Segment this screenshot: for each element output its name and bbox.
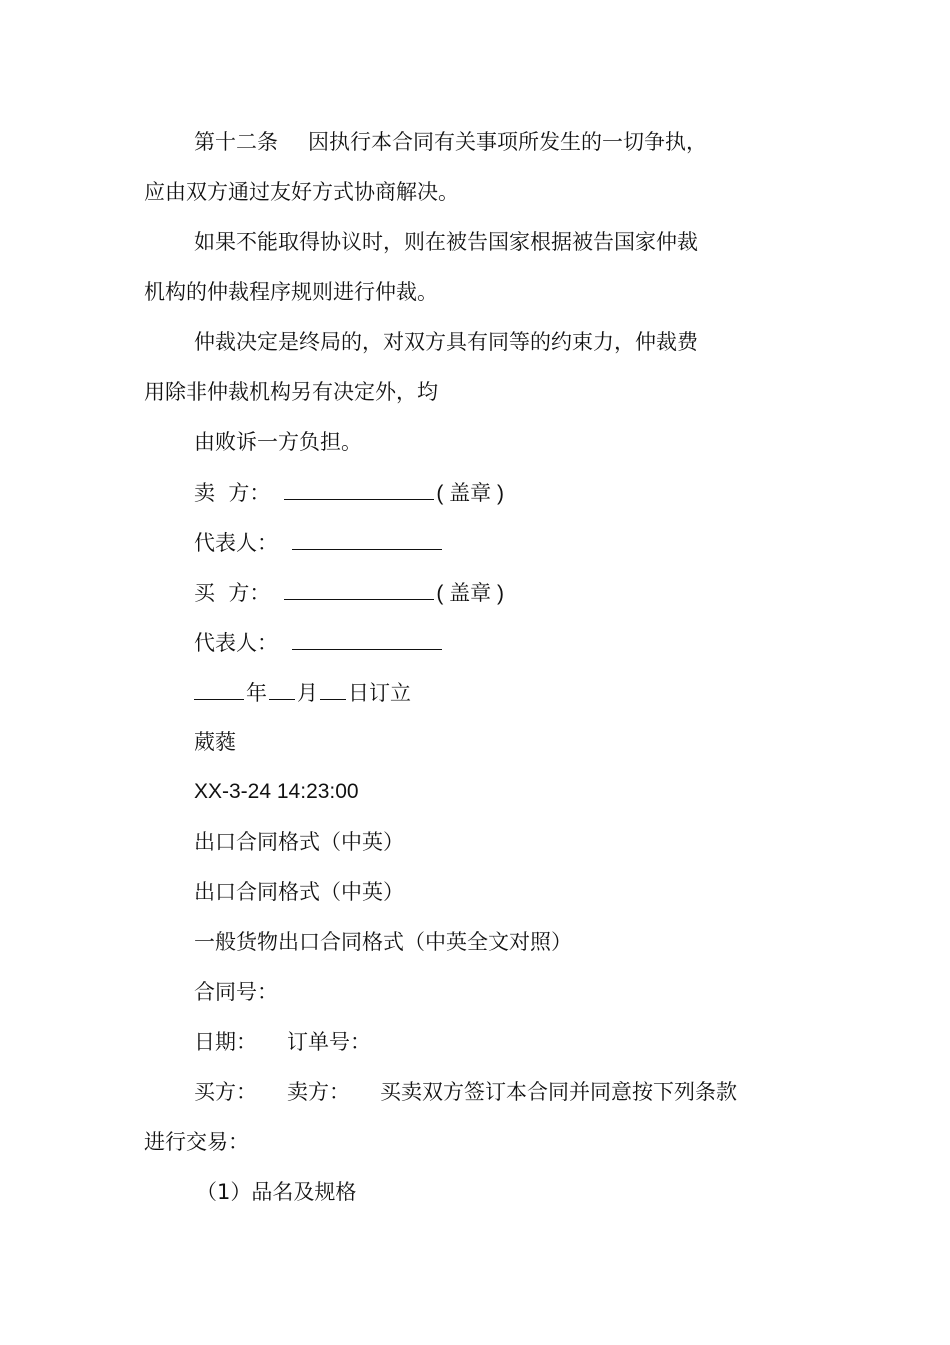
month-blank bbox=[269, 677, 295, 700]
buyer-blank bbox=[284, 577, 434, 600]
final-line-1: 仲裁决定是终局的，对双方具有同等的约束力，仲裁费 bbox=[194, 330, 698, 354]
article-12-line-2: 应由双方通过友好方式协商解决。 bbox=[144, 180, 459, 204]
year-blank bbox=[194, 677, 244, 700]
parties-line bbox=[194, 1077, 950, 1107]
seller-rep-line bbox=[194, 527, 950, 557]
seller-seal: ( 盖章 ) bbox=[436, 482, 505, 505]
date-label: 日期： bbox=[194, 1030, 257, 1054]
arbitration-line-2: 机构的仲裁程序规则进行仲裁。 bbox=[144, 280, 438, 304]
signing-date-line bbox=[194, 677, 950, 707]
article-label: 第十二条 bbox=[194, 130, 278, 154]
title-2: 出口合同格式（中英） bbox=[194, 880, 404, 904]
buyer-label: 买 方： bbox=[194, 581, 271, 605]
contract-number-label: 合同号： bbox=[194, 980, 278, 1004]
article-12-line-1 bbox=[194, 127, 950, 157]
seller-signature-line bbox=[194, 477, 950, 507]
day-blank bbox=[320, 677, 346, 700]
agreement-continued: 进行交易： bbox=[144, 1130, 249, 1154]
seller-rep-blank bbox=[292, 527, 442, 550]
title-3: 一般货物出口合同格式（中英全文对照） bbox=[194, 930, 572, 954]
order-label: 订单号： bbox=[287, 1030, 371, 1054]
article-text: 因执行本合同有关事项所发生的一切争执， bbox=[308, 130, 707, 154]
buyer-rep-line bbox=[194, 627, 950, 657]
arbitration-line-1: 如果不能取得协议时，则在被告国家根据被告国家仲裁 bbox=[194, 230, 698, 254]
seller-rep-label: 代表人： bbox=[194, 531, 278, 555]
seller-label: 卖 方： bbox=[194, 481, 271, 505]
buyer-seal: ( 盖章 ) bbox=[436, 582, 505, 605]
final-line-2: 用除非仲裁机构另有决定外，均 bbox=[144, 380, 438, 404]
seller-blank bbox=[284, 477, 434, 500]
buyer-party-label: 买方： bbox=[194, 1080, 257, 1104]
final-line-3: 由败诉一方负担。 bbox=[194, 430, 362, 454]
author-name: 葳蕤 bbox=[194, 730, 236, 754]
title-1: 出口合同格式（中英） bbox=[194, 830, 404, 854]
buyer-rep-blank bbox=[292, 627, 442, 650]
timestamp: XX-3-24 14:23:00 bbox=[194, 780, 359, 803]
date-order-line bbox=[194, 1027, 950, 1057]
year-label: 年 bbox=[246, 681, 267, 705]
seller-party-label: 卖方： bbox=[287, 1080, 350, 1104]
agreement-text: 买卖双方签订本合同并同意按下列条款 bbox=[380, 1080, 737, 1104]
item-1-heading: （1）品名及规格 bbox=[196, 1180, 357, 1204]
day-label: 日订立 bbox=[348, 681, 411, 705]
buyer-signature-line bbox=[194, 577, 950, 607]
buyer-rep-label: 代表人： bbox=[194, 631, 278, 655]
month-label: 月 bbox=[297, 681, 318, 705]
